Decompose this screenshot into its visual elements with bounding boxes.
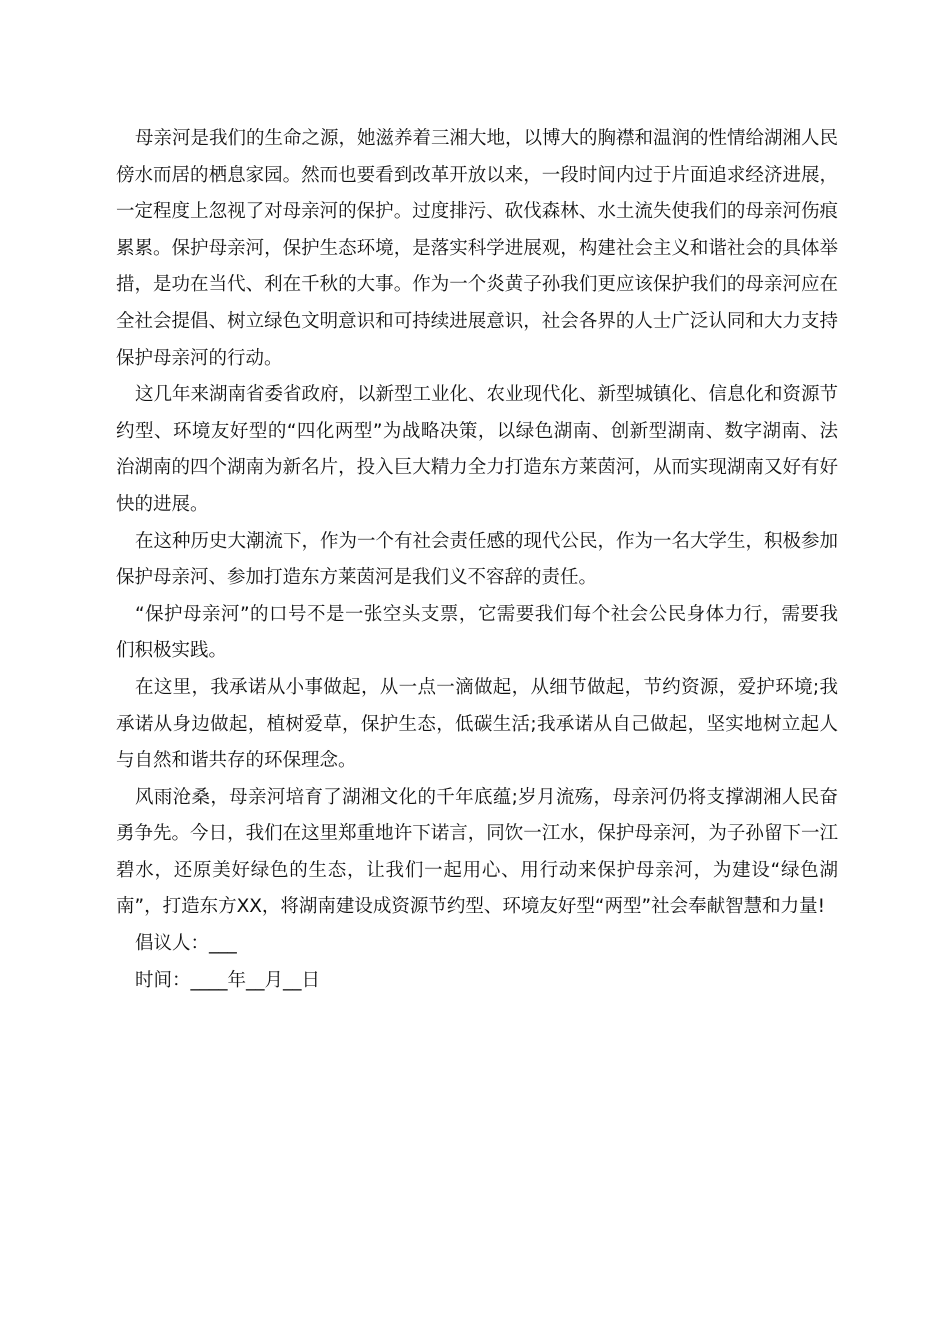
paragraph-3: 在这种历史大潮流下，作为一个有社会责任感的现代公民，作为一名大学生，积极参加保护母亲河、参加打造东方莱茵河是我们义不容辞的责任。 bbox=[116, 530, 839, 589]
paragraph-4: “保护母亲河”的口号不是一张空头支票，它需要我们每个社会公民身体力行，需要我们积极实践。 bbox=[116, 603, 838, 662]
document-body bbox=[116, 121, 838, 999]
paragraph-1: 母亲河是我们的生命之源，她滋养着三湘大地，以博大的胸襟和温润的性情给湖湘人民傍水而居的栖息家园。然而也要看到改革开放以来，一段时间内过于片面追求经济进展，一定程度上忽视了对母亲河的保护。过度排污、砍伐森林、水土流失使我们的母亲河伤痕累累。保护母亲河，保护生态环境，是落实科学进展观，构建社会主义和谐社会的具体举措，是功在当代、利在千秋的大事。作为一个炎黄子孙我们更应该保护我们的母亲河应在全社会提倡、树立绿色文明意识和可持续进展意识，社会各界的人士广泛认同和大力支持保护母亲河的行动。 bbox=[116, 128, 839, 369]
signer-line: 倡议人：___ bbox=[135, 933, 237, 955]
paragraph-5: 在这里，我承诺从小事做起，从一点一滴做起，从细节做起，节约资源，爱护环境;我承诺从身边做起，植树爱草，保护生态，低碳生活;我承诺从自己做起，坚实地树立起人与自然和谐共存的环保理念。 bbox=[116, 676, 838, 772]
paragraph-2: 这几年来湖南省委省政府，以新型工业化、农业现代化、新型城镇化、信息化和资源节约型、环境友好型的“四化两型”为战略决策，以绿色湖南、创新型湖南、数字湖南、法治湖南的四个湖南为新名片，投入巨大精力全力打造东方莱茵河，从而实现湖南又好有好快的进展。 bbox=[116, 384, 839, 515]
paragraph-6: 风雨沧桑，母亲河培育了湖湘文化的千年底蕴;岁月流殇，母亲河仍将支撑湖湘人民奋勇争先。今日，我们在这里郑重地许下诺言，同饮一江水，保护母亲河，为子孙留下一江碧水，还原美好绿色的生态，让我们一起用心、用行动来保护母亲河，为建设“绿色湖南”，打造东方XX，将湖南建设成资源节约型、环境友好型“两型”社会奉献智慧和力量! bbox=[116, 786, 838, 918]
date-line: 时间：____年__月__日 bbox=[135, 969, 321, 991]
